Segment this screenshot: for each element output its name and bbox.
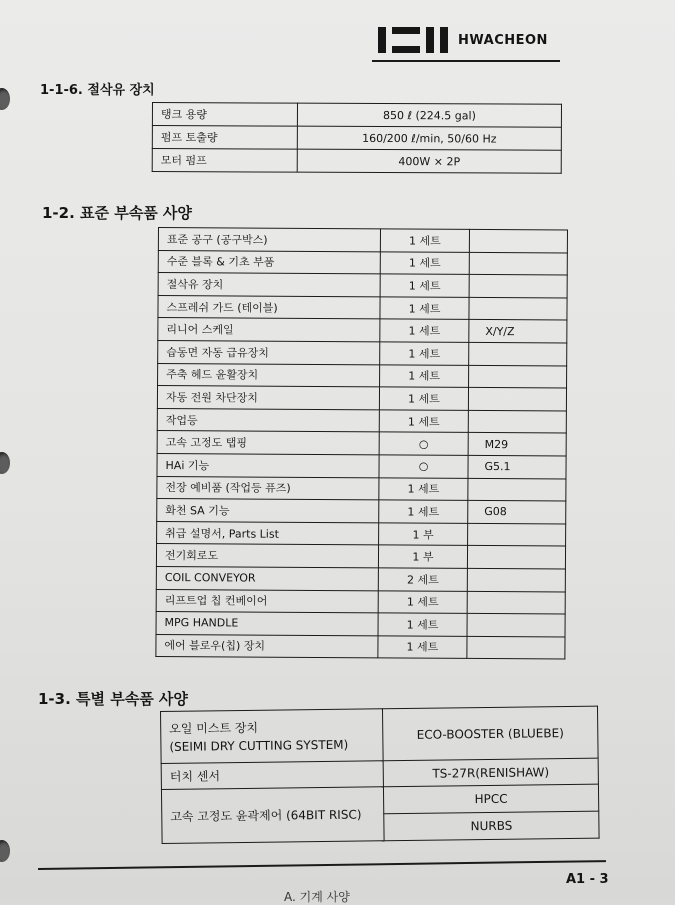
accessory-name-cell: 리프트업 칩 컨베이어 bbox=[156, 589, 378, 613]
spec-label-cell: 모터 펌프 bbox=[152, 149, 297, 173]
table-row bbox=[157, 476, 566, 501]
accessory-qty-cell: ○ bbox=[379, 432, 468, 455]
accessory-name-cell: 에어 블로우(칩) 장치 bbox=[156, 634, 378, 658]
accessory-name-cell: 리니어 스케일 bbox=[158, 318, 380, 342]
accessory-qty-cell: 1 세트 bbox=[380, 229, 469, 252]
accessory-name-cell: 주축 헤드 윤활장치 bbox=[158, 363, 380, 387]
table-row bbox=[157, 453, 566, 478]
cut-off-footer-text: A. 기계 사양 bbox=[284, 890, 350, 904]
table-row bbox=[157, 408, 566, 433]
accessory-note-cell bbox=[467, 613, 565, 636]
binder-hole bbox=[0, 452, 10, 474]
accessory-name-cell: 전장 예비품 (작업등 퓨즈) bbox=[157, 476, 379, 500]
hpcc-value-cell: HPCC bbox=[383, 784, 598, 814]
accessory-qty-cell: 1 부 bbox=[379, 523, 468, 546]
binder-hole bbox=[0, 88, 10, 110]
header-rule bbox=[372, 60, 560, 62]
section-heading-1-1-6: 1-1-6. 절삭유 장치 bbox=[40, 83, 155, 98]
accessory-note-cell bbox=[467, 568, 565, 591]
accessory-name-cell: HAi 기능 bbox=[157, 453, 379, 477]
section-heading-1-2: 1-2. 표준 부속품 사양 bbox=[42, 204, 192, 222]
oil-mist-label-cell: 오일 미스트 장치 (SEIMI DRY CUTTING SYSTEM) bbox=[161, 709, 384, 764]
accessory-qty-cell: 1 세트 bbox=[380, 319, 469, 342]
special-accessories-table bbox=[160, 706, 600, 844]
table-row bbox=[158, 318, 567, 343]
accessory-note-cell bbox=[468, 410, 566, 433]
accessory-qty-cell: 1 세트 bbox=[378, 636, 467, 659]
table-row bbox=[156, 589, 565, 614]
table-row bbox=[152, 103, 561, 128]
table-row bbox=[156, 566, 565, 591]
spec-label-cell: 탱크 용량 bbox=[152, 103, 297, 127]
accessory-note-cell bbox=[469, 229, 567, 252]
table-row bbox=[157, 499, 566, 524]
accessory-note-cell: G5.1 bbox=[468, 455, 566, 478]
accessory-note-cell: G08 bbox=[468, 501, 566, 524]
table-row bbox=[157, 521, 566, 546]
accessory-note-cell bbox=[468, 388, 566, 411]
table-row bbox=[152, 149, 561, 174]
accessory-note-cell: M29 bbox=[468, 433, 566, 456]
accessory-qty-cell: 1 세트 bbox=[380, 364, 469, 387]
accessory-name-cell: 표준 공구 (공구박스) bbox=[158, 228, 380, 252]
table-row bbox=[156, 612, 565, 637]
accessory-note-cell bbox=[469, 365, 567, 388]
table-row bbox=[158, 340, 567, 365]
accessory-qty-cell: 1 세트 bbox=[379, 500, 468, 523]
accessory-note-cell bbox=[469, 252, 567, 275]
accessory-qty-cell: 1 세트 bbox=[378, 613, 467, 636]
brand-name: HWACHEON bbox=[458, 32, 548, 48]
accessory-name-cell: 절삭유 장치 bbox=[158, 273, 380, 297]
section-heading-1-3: 1-3. 특별 부속품 사양 bbox=[38, 690, 188, 708]
accessory-qty-cell: 1 세트 bbox=[379, 387, 468, 410]
accessory-name-cell: MPG HANDLE bbox=[156, 612, 378, 636]
accessory-name-cell: 취급 설명서, Parts List bbox=[157, 521, 379, 545]
accessory-qty-cell: 1 세트 bbox=[380, 251, 469, 274]
table-row bbox=[161, 706, 599, 763]
coolant-spec-table bbox=[152, 102, 562, 174]
accessory-note-cell bbox=[467, 591, 565, 614]
accessory-qty-cell: 1 세트 bbox=[379, 477, 468, 500]
accessory-note-cell bbox=[469, 297, 567, 320]
oil-mist-value-cell: ECO-BOOSTER (BLUEBE) bbox=[382, 706, 598, 761]
table-row bbox=[156, 544, 565, 569]
accessory-name-cell: 고속 고정도 탭핑 bbox=[157, 431, 379, 455]
table-row bbox=[158, 228, 567, 253]
accessory-note-cell: X/Y/Z bbox=[469, 320, 567, 343]
accessory-qty-cell: 2 세트 bbox=[378, 568, 467, 591]
footer-rule bbox=[38, 860, 606, 870]
accessory-name-cell: 전기회로도 bbox=[156, 544, 378, 568]
accessory-note-cell bbox=[468, 478, 566, 501]
binder-hole bbox=[0, 840, 10, 862]
accessory-note-cell bbox=[468, 523, 566, 546]
table-row bbox=[158, 250, 567, 275]
hpcc-label-cell: 고속 고정도 윤곽제어 (64BIT RISC) bbox=[161, 787, 384, 844]
nurbs-value-cell: NURBS bbox=[384, 811, 599, 841]
spec-label-cell: 펌프 토출량 bbox=[152, 126, 297, 150]
accessory-note-cell bbox=[467, 636, 565, 659]
accessory-name-cell: 수준 블록 & 기초 부품 bbox=[158, 250, 380, 274]
accessory-qty-cell: ○ bbox=[379, 455, 468, 478]
accessory-qty-cell: 1 부 bbox=[378, 545, 467, 568]
accessory-note-cell bbox=[467, 546, 565, 569]
accessory-name-cell: 스프레쉬 가드 (테이블) bbox=[158, 295, 380, 319]
accessory-name-cell: COIL CONVEYOR bbox=[156, 566, 378, 590]
spec-value-cell: 400W × 2P bbox=[297, 149, 561, 173]
table-row bbox=[152, 126, 561, 151]
table-row bbox=[158, 363, 567, 388]
logo-mark-icon bbox=[378, 27, 448, 53]
accessory-note-cell bbox=[469, 342, 567, 365]
table-row bbox=[158, 273, 567, 298]
accessory-note-cell bbox=[469, 275, 567, 298]
spec-value-cell: 850 ℓ (224.5 gal) bbox=[297, 103, 561, 127]
accessory-name-cell: 습동면 자동 급유장치 bbox=[158, 340, 380, 364]
accessory-qty-cell: 1 세트 bbox=[380, 297, 469, 320]
hwacheon-logo bbox=[378, 26, 548, 54]
accessory-qty-cell: 1 세트 bbox=[378, 590, 467, 613]
accessory-qty-cell: 1 세트 bbox=[380, 342, 469, 365]
accessory-qty-cell: 1 세트 bbox=[380, 274, 469, 297]
page-number: A1 - 3 bbox=[566, 872, 609, 887]
table-row bbox=[157, 386, 566, 411]
table-row bbox=[158, 295, 567, 320]
accessory-name-cell: 화천 SA 기능 bbox=[157, 499, 379, 523]
accessory-name-cell: 자동 전원 차단장치 bbox=[157, 386, 379, 410]
touch-sensor-value-cell: TS-27R(RENISHAW) bbox=[383, 758, 598, 787]
standard-accessories-table bbox=[155, 227, 568, 660]
accessory-name-cell: 작업등 bbox=[157, 408, 379, 432]
accessory-qty-cell: 1 세트 bbox=[379, 410, 468, 433]
table-row bbox=[157, 431, 566, 456]
touch-sensor-label-cell: 터치 센서 bbox=[161, 761, 383, 790]
spec-value-cell: 160/200 ℓ/min, 50/60 Hz bbox=[297, 126, 561, 150]
table-row bbox=[156, 634, 565, 659]
